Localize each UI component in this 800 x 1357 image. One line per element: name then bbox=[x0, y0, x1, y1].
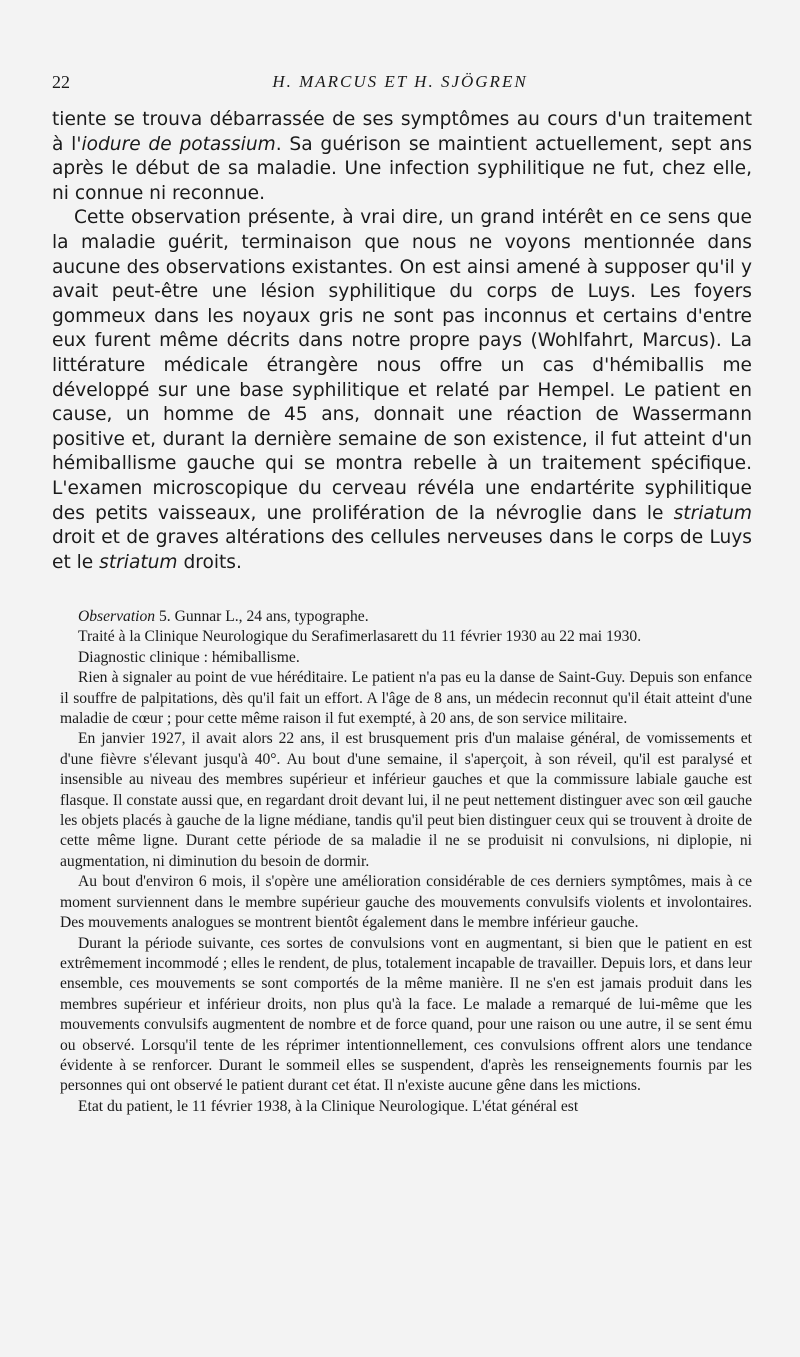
page-number: 22 bbox=[52, 72, 70, 92]
observation-paragraph: Rien à signaler au point de vue héréditaire. Le patient n'a pas eu la danse de Saint-Guy. Depuis son enfance il souffre de palpitations, dès qu'il fait un effort. A l'âge de 8 ans, un médecin reconnut qu'il était atteint d'une maladie de cœur ; pour cette même raison il fut exempté, à 20 ans, de son service militaire. bbox=[60, 669, 752, 728]
observation-paragraph: Traité à la Clinique Neurologique du Serafimerlasarett du 11 février 1930 au 22 mai 1930. bbox=[78, 628, 642, 646]
italic-term: striatum bbox=[99, 551, 178, 573]
paragraph-2: Cette observation présente, à vrai dire, un grand intérêt en ce sens que la maladie guérit, terminaison que nous ne voyons mentionnée dans aucune des observations existantes. On est ainsi amené à supposer qu'il y avait peut-être une lésion syphilitique du corps de Luys. Les foyers gommeux dans les noyaux gris ne sont pas inconnus et certains d'entre eux furent même décrits dans notre propre pays (Wohlfahrt, Marcus). La littérature médicale étrangère nous offre un cas d'hémiballis me développé sur une base syphilitique et relaté par Hempel. Le patient en cause, un homme de 45 ans, donnait une réaction de Wassermann positive et, durant la dernière semaine de son existence, il fut atteint d'un hémiballisme gauche qui se montra rebelle à un traitement spécifique. L'examen microscopique du cerveau révéla une endartérite syphilitique des petits vaisseaux, une prolifération de la névroglie dans le striatum droit et de graves altérations des cellules nerveuses dans le corps de Luys et le striatum droits. bbox=[52, 207, 752, 573]
observation-paragraph: Diagnostic clinique : hémiballisme. bbox=[78, 648, 300, 666]
observation-paragraph: Etat du patient, le 11 février 1938, à la Clinique Neurologique. L'état général est bbox=[78, 1097, 579, 1115]
observation-heading: Observation 5. Gunnar L., 24 ans, typographe. bbox=[78, 608, 369, 625]
italic-term: iodure de potassium bbox=[81, 133, 276, 155]
observation-section bbox=[60, 607, 752, 1117]
observation-paragraph: En janvier 1927, il avait alors 22 ans, il est brusquement pris d'un malaise général, de vomissements et d'une fièvre s'élevant jusqu'à 40°. Au bout d'une semaine, il s'aperçoit, à son réveil, qu'il est paralysé et insensible au niveau des membres supérieur et inférieur gauches et que la commissure labiale gauche est flasque. Il constate aussi que, en regardant droit devant lui, il ne peut nettement distinguer avec son œil gauche les objets placés à gauche de la ligne médiane, tandis qu'il peut bien distinguer ceux qui se trouvent à droite de cette même ligne. Durant cette période de sa maladie il ne se produisit ni convulsions, ni diplopie, ni augmentation, ni diminution du besoin de dormir. bbox=[60, 730, 752, 870]
page-header bbox=[52, 72, 748, 94]
main-body-text bbox=[52, 108, 752, 575]
observation-paragraph: Au bout d'environ 6 mois, il s'opère une amélioration considérable de ces derniers symptômes, mais à ce moment surviennent dans le membre supérieur gauche des mouvements convulsifs violents et involontaires. Des mouvements analogues se montrent bientôt également dans le membre inférieur gauche. bbox=[60, 873, 752, 932]
paragraph-1: tiente se trouva débarrassée de ses symptômes au cours d'un traitement à l'iodure de potassium. Sa guérison se maintient actuellement, sept ans après le début de sa maladie. Une infection syphilitique ne fut, chez elle, ni connue ni reconnue. bbox=[52, 109, 753, 204]
running-head: H. MARCUS ET H. SJÖGREN bbox=[272, 72, 528, 91]
observation-paragraph: Durant la période suivante, ces sortes de convulsions vont en augmentant, si bien que le patient en est extrêmement incommodé ; elles le rendent, de plus, totalement incapable de travailler. Depuis lors, et dans leur ensemble, ces mouvements se sont comportés de la même manière. Il ne s'en est jamais produit dans les membres supérieur et inférieur droits, non plus qu'à la face. Le malade a remarqué de lui-même que les mouvements convulsifs augmentent de nombre et de force quand, pour une raison ou une autre, il se sent ému ou observé. Lorsqu'il tente de les réprimer intentionnellement, ces convulsions offrent alors une tendance évidente à se renforcer. Durant le sommeil elles se suspendent, d'après les renseignements fournis par les personnes qui ont observé le patient durant cet état. Il n'existe aucune gêne dans les mictions. bbox=[60, 934, 752, 1095]
italic-term: striatum bbox=[673, 502, 752, 524]
